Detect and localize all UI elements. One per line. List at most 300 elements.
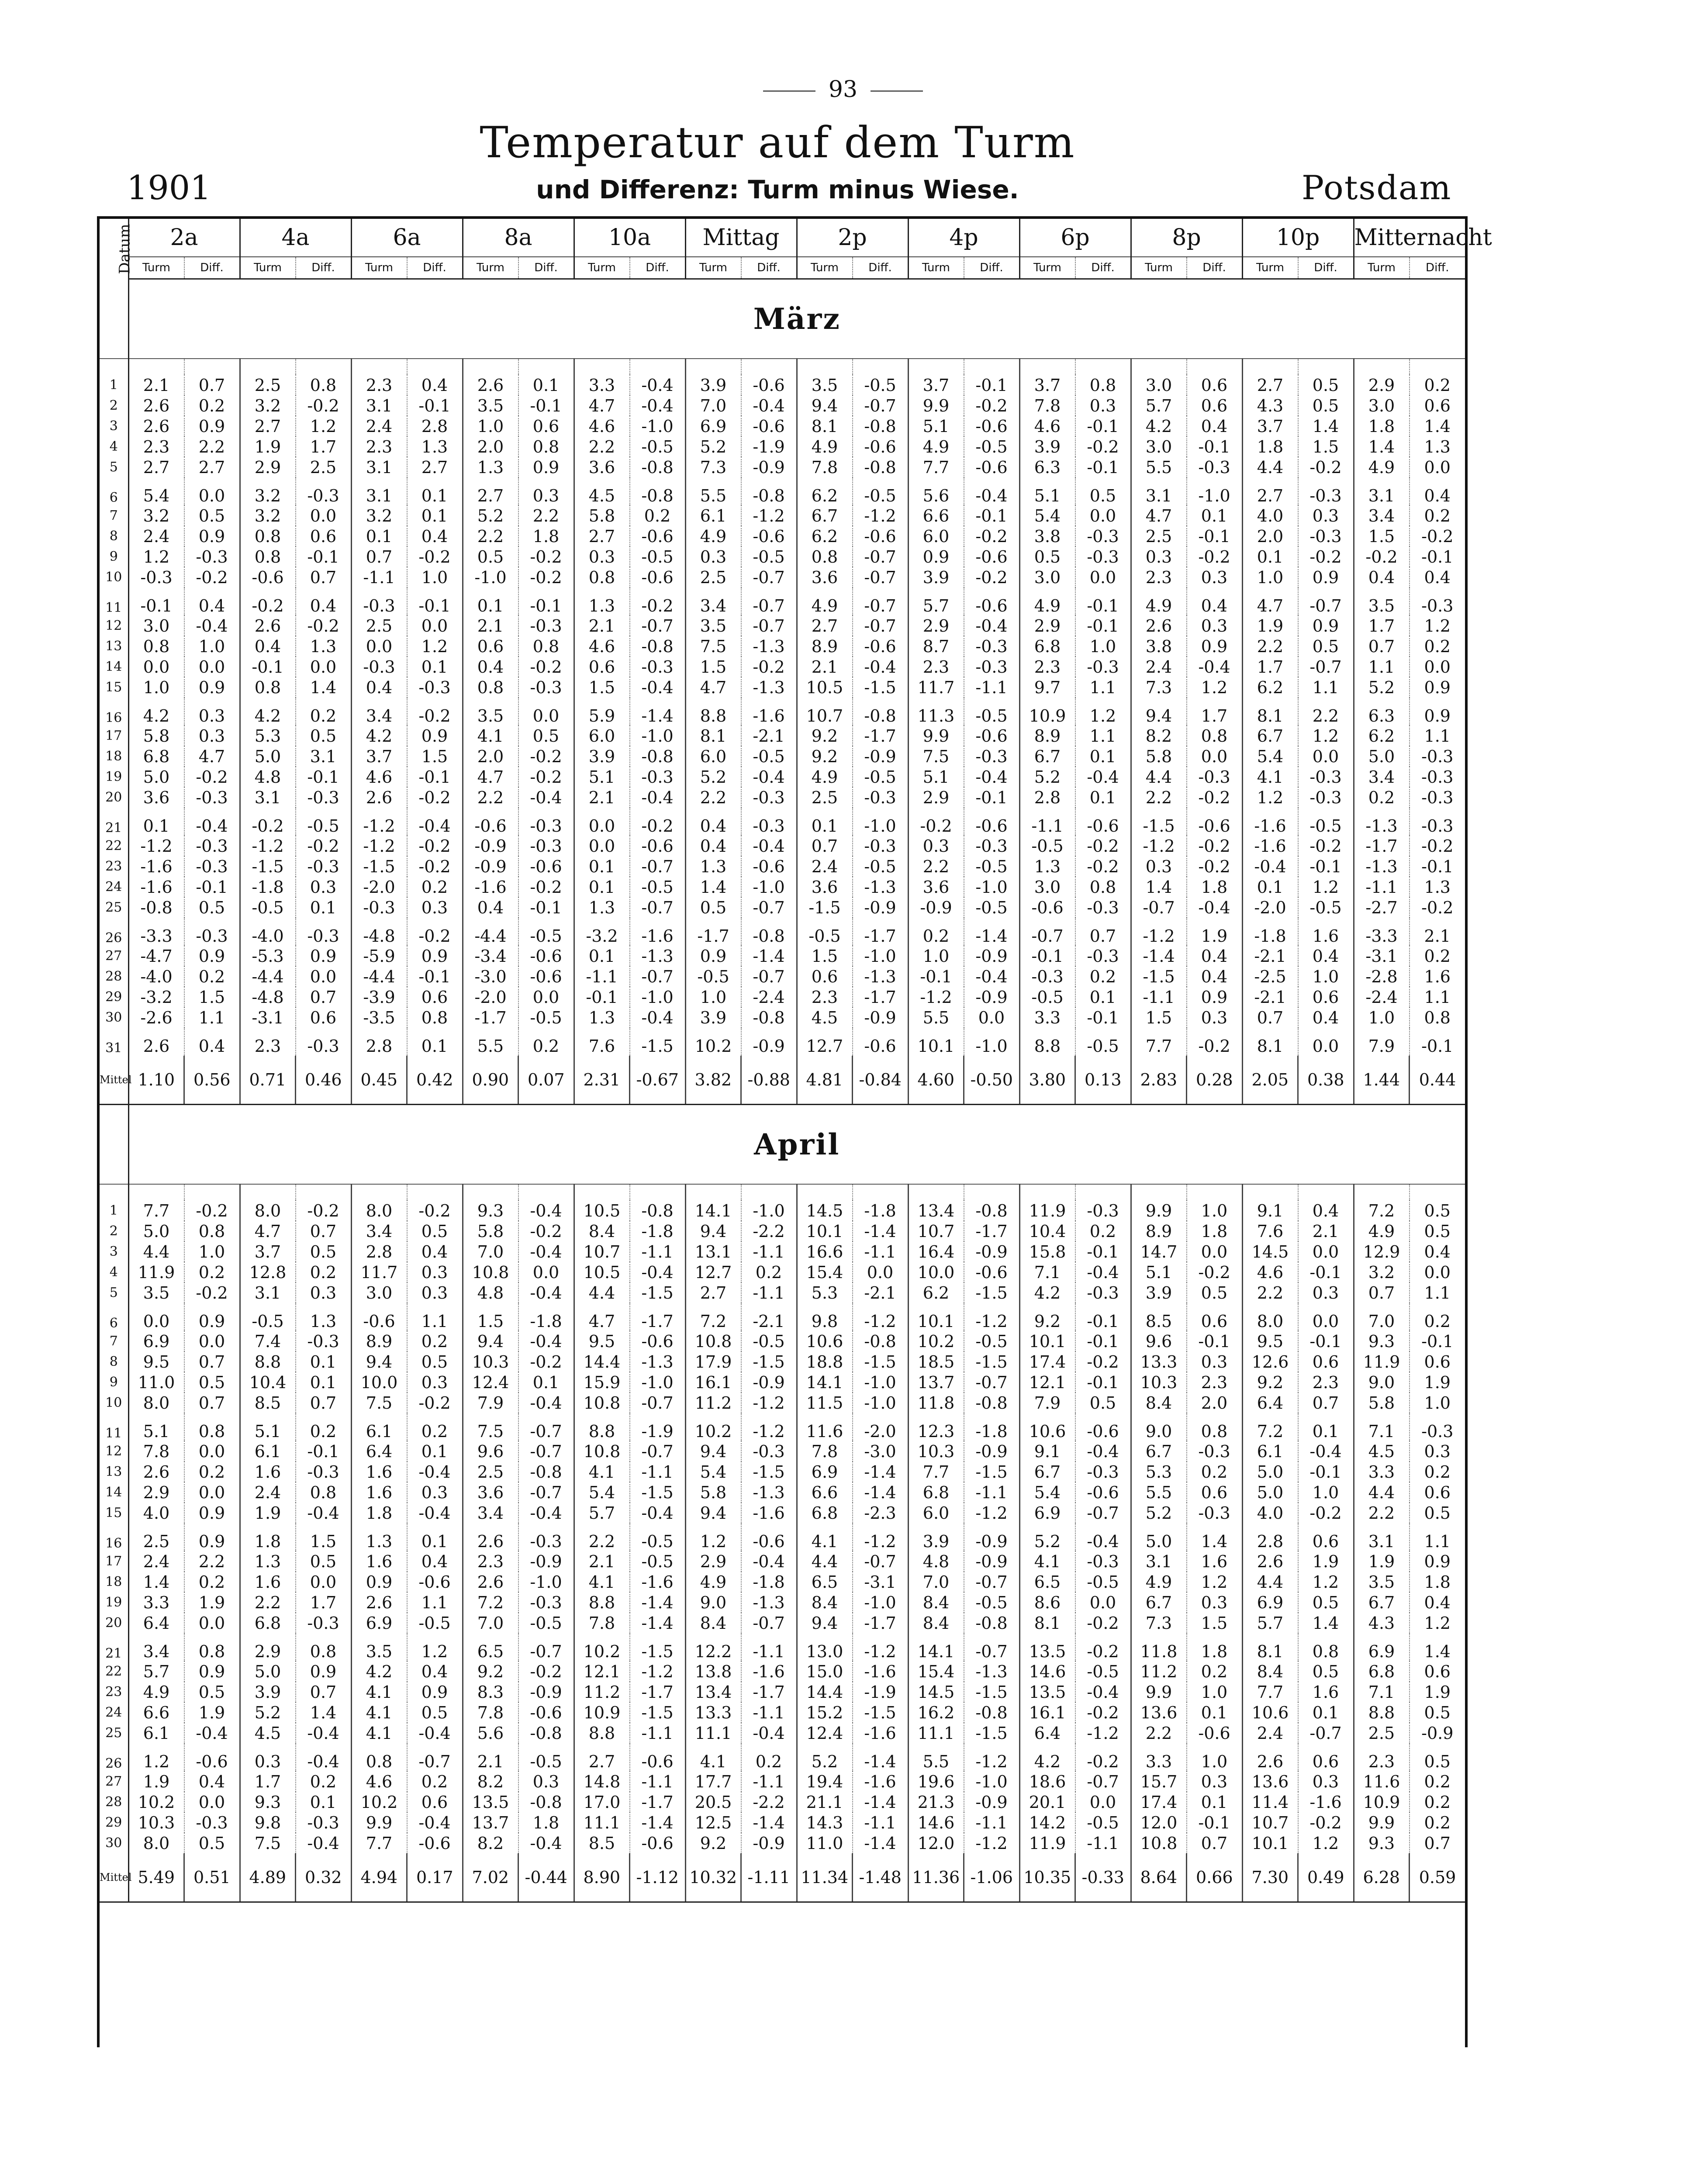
turm-value: 2.7	[128, 457, 184, 477]
diff-value: -0.3	[1410, 787, 1465, 808]
diff-value: -1.5	[964, 1682, 1020, 1702]
turm-value: 19.4	[797, 1771, 853, 1792]
diff-value: 0.9	[184, 1503, 240, 1523]
blank-cell	[128, 359, 184, 375]
diff-value: -1.2	[741, 1413, 797, 1441]
turm-value: 4.9	[1019, 587, 1075, 615]
day-number: 24	[100, 877, 128, 897]
day-number: 21	[100, 1633, 128, 1661]
turm-value: 1.3	[463, 457, 518, 477]
diff-value: -0.5	[630, 877, 686, 897]
diff-value: -0.3	[518, 808, 574, 836]
diff-value: -1.5	[630, 1482, 686, 1503]
diff-value: 0.5	[184, 1372, 240, 1393]
diff-value: -0.1	[1075, 1372, 1131, 1393]
turm-value: 5.2	[685, 767, 741, 787]
diff-value: -1.6	[741, 1661, 797, 1682]
turm-value: 1.3	[574, 897, 630, 918]
turm-value: 11.8	[1131, 1633, 1187, 1661]
diff-value: 0.0	[964, 1007, 1020, 1028]
diff-value: 0.5	[184, 1833, 240, 1853]
diff-value: -0.5	[741, 746, 797, 767]
diff-value: -0.4	[630, 395, 686, 416]
diff-value: -0.6	[964, 726, 1020, 746]
diff-value: -0.7	[853, 1551, 909, 1572]
turm-value: 9.3	[1354, 1833, 1410, 1853]
diff-value: 0.2	[1075, 966, 1131, 987]
turm-value: 4.1	[574, 1572, 630, 1592]
diff-value: 0.3	[1298, 1771, 1354, 1792]
turm-value: 12.7	[797, 1028, 853, 1056]
diff-value: -3.1	[853, 1572, 909, 1592]
mittel-value: 0.17	[407, 1853, 463, 1902]
turm-value: 3.0	[1019, 567, 1075, 587]
diff-value: 0.7	[296, 987, 352, 1007]
diff-value: -0.5	[1075, 1572, 1131, 1592]
table-row	[100, 395, 1465, 416]
turm-value: 5.7	[1131, 395, 1187, 416]
turm-value: 8.9	[1131, 1221, 1187, 1241]
diff-value: -0.2	[1187, 856, 1243, 877]
turm-subheader: Turm	[1019, 257, 1075, 279]
diff-value: -0.6	[741, 526, 797, 546]
diff-value: 1.0	[184, 636, 240, 657]
diff-value: 0.0	[184, 477, 240, 505]
diff-value: 0.3	[1187, 1592, 1243, 1613]
diff-value: 0.0	[1187, 1241, 1243, 1262]
turm-value: 1.5	[463, 1303, 518, 1331]
diff-value: 1.4	[1298, 416, 1354, 436]
turm-value: 10.1	[797, 1221, 853, 1241]
turm-value: 10.3	[908, 1441, 964, 1462]
diff-value: 0.5	[1410, 1702, 1465, 1723]
diff-value: 2.1	[1410, 918, 1465, 946]
turm-value: 1.9	[240, 1503, 296, 1523]
diff-value: -0.6	[630, 1743, 686, 1771]
mittel-value: 4.81	[797, 1056, 853, 1105]
day-number: 11	[100, 1413, 128, 1441]
diff-value: -0.4	[741, 395, 797, 416]
turm-value: 8.8	[574, 1723, 630, 1743]
diff-value: -0.2	[1410, 897, 1465, 918]
diff-value: 1.4	[1298, 1613, 1354, 1633]
turm-value: 11.2	[1131, 1661, 1187, 1682]
place-label: Potsdam	[1302, 168, 1452, 207]
diff-value: -1.0	[630, 416, 686, 436]
blank-cell	[1410, 359, 1465, 375]
turm-value: 3.7	[1242, 416, 1298, 436]
diff-value: 0.7	[296, 1682, 352, 1702]
turm-value: -3.3	[128, 918, 184, 946]
hour-header: 10a	[574, 219, 685, 257]
turm-value: 1.4	[1354, 436, 1410, 457]
diff-value: -0.4	[630, 375, 686, 395]
diff-value: 0.4	[184, 587, 240, 615]
turm-value: 7.0	[908, 1572, 964, 1592]
diff-value: -1.5	[630, 1633, 686, 1661]
diff-value: -0.4	[1298, 1441, 1354, 1462]
turm-value: 7.5	[908, 746, 964, 767]
turm-value: 21.3	[908, 1792, 964, 1812]
turm-value: -1.7	[685, 918, 741, 946]
turm-value: 2.2	[463, 787, 518, 808]
turm-value: 5.1	[1019, 477, 1075, 505]
turm-value: -3.1	[1354, 946, 1410, 966]
day-number: 28	[100, 966, 128, 987]
turm-value: 6.2	[797, 477, 853, 505]
turm-value: 2.5	[128, 1523, 184, 1551]
turm-value: 2.1	[128, 375, 184, 395]
turm-value: 5.0	[240, 1661, 296, 1682]
turm-value: 2.4	[128, 1551, 184, 1572]
turm-value: 1.5	[574, 677, 630, 698]
diff-value: -0.7	[853, 567, 909, 587]
turm-value: 8.4	[797, 1592, 853, 1613]
diff-value: -0.2	[296, 1200, 352, 1221]
diff-value: 0.3	[296, 877, 352, 897]
diff-value: -2.3	[853, 1503, 909, 1523]
diff-value: 0.2	[1410, 946, 1465, 966]
diff-value: -0.5	[1075, 1661, 1131, 1682]
diff-value: -1.2	[964, 1833, 1020, 1853]
turm-value: -3.2	[574, 918, 630, 946]
turm-value: 7.2	[1242, 1413, 1298, 1441]
turm-value: 0.7	[1354, 1282, 1410, 1303]
diff-value: -0.9	[741, 1833, 797, 1853]
turm-value: 8.0	[128, 1833, 184, 1853]
diff-value: 1.4	[1410, 1633, 1465, 1661]
diff-value: -0.6	[518, 966, 574, 987]
diff-value: -0.4	[1075, 1441, 1131, 1462]
turm-value: 7.3	[1131, 1613, 1187, 1633]
day-number: 16	[100, 1523, 128, 1551]
turm-value: 5.0	[240, 746, 296, 767]
diff-value: 0.7	[184, 375, 240, 395]
blank-cell	[407, 1184, 463, 1200]
diff-value: -0.3	[184, 1812, 240, 1833]
diff-value: 0.0	[296, 1572, 352, 1592]
turm-subheader: Turm	[574, 257, 630, 279]
turm-value: 13.7	[908, 1372, 964, 1393]
mittel-value: 4.89	[240, 1853, 296, 1902]
diff-value: -0.1	[1187, 1331, 1243, 1351]
turm-value: 3.2	[351, 505, 407, 526]
diff-value: 0.7	[1298, 1393, 1354, 1413]
turm-value: 3.9	[1019, 436, 1075, 457]
table-row	[100, 1743, 1465, 1771]
diff-value: -0.1	[1075, 416, 1131, 436]
turm-value: 10.4	[240, 1372, 296, 1393]
diff-value: -1.1	[964, 677, 1020, 698]
diff-value: -0.3	[964, 836, 1020, 856]
turm-value: 3.2	[1354, 1262, 1410, 1282]
diff-value: 0.6	[1298, 1523, 1354, 1551]
turm-value: 5.3	[797, 1282, 853, 1303]
turm-value: 2.9	[240, 457, 296, 477]
turm-value: 5.1	[574, 767, 630, 787]
turm-value: 9.4	[797, 1613, 853, 1633]
diff-value: -1.2	[853, 1523, 909, 1551]
turm-value: 6.8	[1354, 1661, 1410, 1682]
turm-value: -1.7	[463, 1007, 518, 1028]
turm-value: 10.5	[574, 1262, 630, 1282]
diff-value: -1.0	[853, 808, 909, 836]
turm-value: 0.9	[351, 1572, 407, 1592]
hour-header: 8p	[1131, 219, 1242, 257]
diff-value: -0.7	[853, 587, 909, 615]
turm-value: 1.3	[685, 856, 741, 877]
diff-value: -1.3	[741, 1482, 797, 1503]
diff-value: -0.2	[518, 657, 574, 677]
turm-value: 4.9	[1131, 1572, 1187, 1592]
turm-value: 5.1	[240, 1413, 296, 1441]
turm-value: 6.1	[685, 505, 741, 526]
mittel-value: 7.02	[463, 1853, 518, 1902]
turm-value: 8.9	[797, 636, 853, 657]
turm-value: -4.4	[351, 966, 407, 987]
turm-value: 0.3	[574, 546, 630, 567]
turm-value: 7.1	[1354, 1413, 1410, 1441]
blank-cell	[964, 359, 1020, 375]
turm-value: 5.0	[128, 767, 184, 787]
turm-value: 4.4	[1242, 457, 1298, 477]
turm-value: 9.0	[1131, 1413, 1187, 1441]
turm-value: 6.1	[240, 1441, 296, 1462]
diff-value: -1.8	[630, 1221, 686, 1241]
diff-value: 0.9	[1187, 636, 1243, 657]
diff-value: 0.0	[1075, 505, 1131, 526]
diff-value: -0.4	[296, 1833, 352, 1853]
diff-value: -0.2	[1187, 787, 1243, 808]
blank-cell	[853, 1184, 909, 1200]
turm-value: 1.6	[351, 1462, 407, 1482]
diff-value: -0.6	[964, 457, 1020, 477]
turm-value: 8.3	[463, 1682, 518, 1702]
diff-subheader: Diff.	[1298, 257, 1354, 279]
month-header-row	[100, 279, 1465, 359]
turm-value: 0.1	[574, 856, 630, 877]
blank-cell	[1242, 359, 1298, 375]
turm-value: 11.3	[908, 698, 964, 726]
diff-value: -0.1	[184, 877, 240, 897]
diff-value: 0.5	[1298, 375, 1354, 395]
turm-value: 0.8	[463, 677, 518, 698]
turm-value: -1.5	[240, 856, 296, 877]
turm-value: 9.4	[463, 1331, 518, 1351]
diff-value: 1.2	[1187, 1572, 1243, 1592]
diff-value: -1.8	[964, 1413, 1020, 1441]
turm-value: 2.4	[128, 526, 184, 546]
turm-value: -1.3	[1354, 856, 1410, 877]
diff-value: -1.1	[630, 1241, 686, 1262]
table-row	[100, 1351, 1465, 1372]
diff-value: 1.1	[1075, 677, 1131, 698]
turm-value: 17.7	[685, 1771, 741, 1792]
diff-value: -1.2	[853, 1303, 909, 1331]
blank-cell	[518, 1184, 574, 1200]
diff-value: 0.3	[407, 897, 463, 918]
diff-value: -0.2	[518, 567, 574, 587]
turm-value: 0.6	[574, 657, 630, 677]
diff-value: -0.7	[1298, 657, 1354, 677]
diff-value: 0.9	[296, 1661, 352, 1682]
diff-value: 0.8	[296, 1482, 352, 1503]
blank-cell	[908, 1184, 964, 1200]
turm-value: 1.5	[1354, 526, 1410, 546]
diff-value: 0.9	[407, 1682, 463, 1702]
diff-value: -0.5	[964, 1592, 1020, 1613]
turm-value: -1.1	[1354, 877, 1410, 897]
diff-value: -0.2	[630, 808, 686, 836]
turm-value: 6.2	[908, 1282, 964, 1303]
diff-value: 1.0	[1187, 1743, 1243, 1771]
table-row	[100, 1812, 1465, 1833]
table-row	[100, 966, 1465, 987]
diff-value: 1.0	[1187, 1682, 1243, 1702]
turm-value: 5.6	[908, 477, 964, 505]
blank-cell	[1019, 359, 1075, 375]
diff-value: -0.5	[853, 477, 909, 505]
diff-value: -0.5	[296, 808, 352, 836]
turm-value: 6.8	[1019, 636, 1075, 657]
turm-value: -2.0	[351, 877, 407, 897]
turm-value: 16.4	[908, 1241, 964, 1262]
diff-value: 0.4	[1410, 567, 1465, 587]
diff-value: 0.3	[407, 1262, 463, 1282]
diff-value: 0.0	[853, 1262, 909, 1282]
diff-value: 0.0	[518, 1262, 574, 1282]
turm-value: 3.3	[574, 375, 630, 395]
diff-value: -0.3	[1298, 787, 1354, 808]
blank-cell	[574, 1184, 630, 1200]
datum-label: Datum	[116, 224, 134, 274]
turm-value: 5.2	[463, 505, 518, 526]
diff-value: -1.5	[630, 1028, 686, 1056]
diff-value: -0.3	[1410, 808, 1465, 836]
diff-value: 0.1	[296, 1351, 352, 1372]
diff-value: -0.2	[407, 787, 463, 808]
diff-value: 0.0	[518, 987, 574, 1007]
diff-value: -0.2	[1298, 836, 1354, 856]
diff-value: -0.6	[1075, 1482, 1131, 1503]
diff-value: 0.1	[1075, 746, 1131, 767]
diff-value: -0.3	[296, 918, 352, 946]
diff-value: -0.6	[407, 1572, 463, 1592]
diff-value: 0.9	[184, 1523, 240, 1551]
turm-value: 7.7	[1131, 1028, 1187, 1056]
day-number: 3	[100, 1241, 128, 1262]
diff-value: -0.1	[1075, 587, 1131, 615]
turm-value: 3.1	[351, 477, 407, 505]
table-row	[100, 1303, 1465, 1331]
turm-value: 4.1	[351, 1682, 407, 1702]
turm-value: 0.0	[351, 636, 407, 657]
day-number: 15	[100, 677, 128, 698]
diff-value: -0.6	[741, 856, 797, 877]
turm-value: 6.5	[797, 1572, 853, 1592]
blank-cell	[1075, 359, 1131, 375]
turm-value: 6.7	[1019, 1462, 1075, 1482]
day-number: 17	[100, 726, 128, 746]
diff-value: -1.0	[964, 1771, 1020, 1792]
turm-value: 2.3	[1019, 657, 1075, 677]
diff-value: -0.4	[518, 1282, 574, 1303]
diff-value: -0.8	[964, 1702, 1020, 1723]
turm-value: 0.8	[128, 636, 184, 657]
diff-value: 1.8	[518, 526, 574, 546]
turm-value: 7.3	[685, 457, 741, 477]
turm-value: 10.0	[351, 1372, 407, 1393]
diff-value: -1.3	[741, 1592, 797, 1613]
page-title: Temperatur auf dem Turm	[480, 118, 1075, 168]
turm-value: -0.5	[685, 966, 741, 987]
turm-value: 3.0	[1354, 395, 1410, 416]
diff-value: 1.2	[296, 416, 352, 436]
mittel-value: 0.44	[1410, 1056, 1465, 1105]
day-number: 29	[100, 1812, 128, 1833]
turm-value: 6.7	[1354, 1592, 1410, 1613]
diff-value: -1.0	[964, 877, 1020, 897]
diff-value: 0.9	[407, 726, 463, 746]
diff-value: 0.0	[518, 698, 574, 726]
diff-value: -1.2	[741, 505, 797, 526]
diff-value: -2.4	[741, 987, 797, 1007]
turm-value: 4.9	[1354, 1221, 1410, 1241]
turm-value: 4.9	[1354, 457, 1410, 477]
diff-value: -2.2	[741, 1221, 797, 1241]
turm-value: -0.6	[463, 808, 518, 836]
blank-cell	[853, 359, 909, 375]
turm-value: 8.0	[351, 1200, 407, 1221]
blank-cell	[630, 1184, 686, 1200]
hour-header: 2a	[128, 219, 240, 257]
turm-value: -3.1	[240, 1007, 296, 1028]
turm-value: 6.9	[351, 1613, 407, 1633]
diff-value: 0.2	[407, 877, 463, 897]
mittel-value: -0.44	[518, 1853, 574, 1902]
diff-value: -0.3	[1075, 1200, 1131, 1221]
diff-subheader: Diff.	[518, 257, 574, 279]
diff-value: 0.1	[1075, 787, 1131, 808]
diff-value: 0.1	[407, 477, 463, 505]
diff-value: -1.1	[741, 1633, 797, 1661]
diff-value: 0.4	[1187, 966, 1243, 987]
day-number: 12	[100, 615, 128, 636]
turm-value: 0.4	[351, 677, 407, 698]
turm-value: -1.5	[351, 856, 407, 877]
diff-value: -0.6	[853, 436, 909, 457]
turm-value: -4.7	[128, 946, 184, 966]
turm-value: -2.0	[1242, 897, 1298, 918]
turm-value: 2.9	[908, 615, 964, 636]
diff-value: -0.9	[518, 1682, 574, 1702]
turm-value: -0.7	[1131, 897, 1187, 918]
diff-value: 1.0	[184, 1241, 240, 1262]
turm-value: 18.5	[908, 1351, 964, 1372]
turm-value: 15.2	[797, 1702, 853, 1723]
turm-value: -0.1	[908, 966, 964, 987]
table-row	[100, 918, 1465, 946]
diff-value: 1.7	[1187, 698, 1243, 726]
turm-value: 9.6	[1131, 1331, 1187, 1351]
turm-value: 2.6	[351, 787, 407, 808]
turm-value: 9.0	[685, 1592, 741, 1613]
table-row	[100, 1723, 1465, 1743]
divider	[763, 90, 815, 92]
turm-value: 11.9	[1354, 1351, 1410, 1372]
turm-value: 4.6	[574, 416, 630, 436]
turm-value: 1.2	[128, 546, 184, 567]
